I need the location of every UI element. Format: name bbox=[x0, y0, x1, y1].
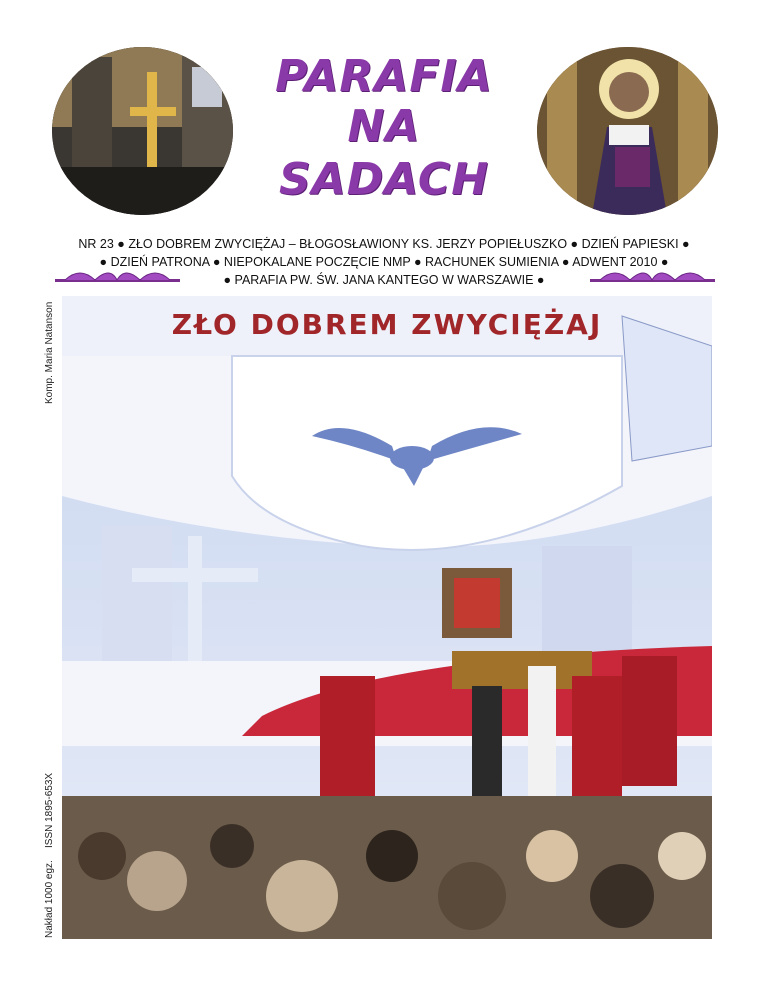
photo-credit: Komp. Maria Natanson bbox=[44, 301, 55, 404]
banner-slogan: ZŁO DOBREM ZWYCIĘŻAJ bbox=[171, 308, 603, 341]
right-ornament-icon bbox=[590, 266, 715, 284]
subtitle-line-2: ● DZIEŃ PATRONA ● NIEPOKALANE POCZĘCIE NMP ● RACHUNEK SUMIENIA ● ADWENT 2010 ● bbox=[99, 255, 669, 269]
masthead-title-line-2: NA bbox=[347, 101, 421, 152]
saint-mosaic-image bbox=[537, 47, 718, 215]
left-ornament-icon bbox=[55, 266, 180, 284]
print-run: Nakład 1000 egz. bbox=[44, 860, 55, 938]
masthead-title-line-1: PARAFIA bbox=[275, 51, 493, 102]
main-cover-photo bbox=[62, 296, 712, 939]
issn-number: ISSN 1895-653X bbox=[44, 772, 55, 848]
beatification-mass-image bbox=[62, 296, 712, 939]
left-circle-photo bbox=[52, 47, 233, 215]
right-circle-saint-image bbox=[537, 47, 718, 215]
masthead-title-line-3: SADACH bbox=[278, 154, 490, 205]
subtitle-line-1: NR 23 ● ZŁO DOBREM ZWYCIĘŻAJ – BŁOGOSŁAWIONY KS. JERZY POPIEŁUSZKO ● DZIEŃ PAPIESKI ● bbox=[78, 237, 690, 251]
cross-street-image bbox=[52, 47, 233, 215]
subtitle-line-3: ● PARAFIA PW. ŚW. JANA KANTEGO W WARSZAWIE ● bbox=[223, 273, 545, 287]
